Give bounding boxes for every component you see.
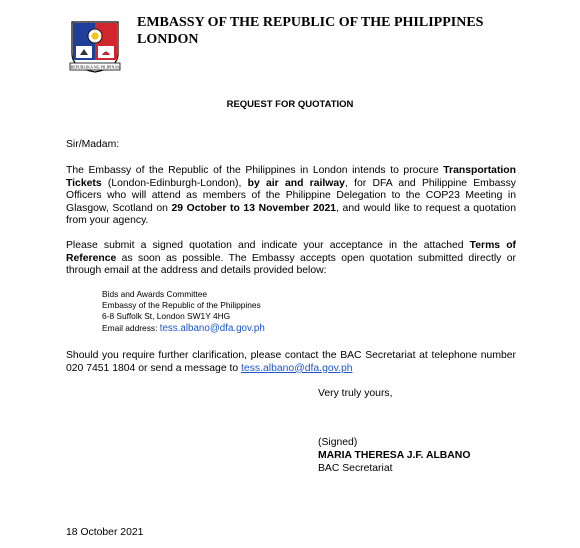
document-title: REQUEST FOR QUOTATION: [226, 99, 354, 110]
p2-bold-1: Terms of Reference: [66, 240, 516, 264]
p3-text: Should you require further clarification, please contact the BAC Secretariat at telephone number 020 7451 1804 or send a message to: [66, 350, 516, 374]
signatory-name: MARIA THERESA J.F. ALBANO: [318, 450, 471, 461]
email-link[interactable]: tess.albano@dfa.gov.ph: [159, 322, 265, 334]
letter-date: 18 October 2021: [66, 527, 144, 538]
p1-bold-1: Transportation Tickets: [66, 165, 516, 189]
signatory-role: BAC Secretariat: [318, 463, 393, 474]
seal-ribbon-text: REPUBLIKA NG PILIPINAS: [70, 64, 120, 70]
p1-text-4: , and would like to request a quotation from your agency.: [66, 202, 516, 227]
address-line2: Embassy of the Republic of the Philippines: [102, 300, 261, 311]
paragraph-1: [66, 165, 516, 228]
email-label: Email address:: [102, 322, 160, 333]
address-line1: Bids and Awards Committee: [102, 289, 208, 299]
p1-text-3: , for DFA and Philippine Embassy Officers who will attend as members of the Philippine Delegation to the COP23 Meeting in Glasgow, Scotland on: [66, 177, 516, 214]
closing: Very truly yours,: [318, 388, 393, 399]
signed-note: (Signed): [318, 437, 358, 448]
letterhead-line2: LONDON: [137, 32, 199, 47]
p1-bold-3: 29 October to 13 November 2021: [171, 202, 337, 214]
letterhead: [137, 14, 483, 48]
sun-icon: [91, 32, 98, 39]
letterhead-line1: EMBASSY OF THE REPUBLIC OF THE PHILIPPINES: [137, 15, 484, 30]
p1-bold-2: by air and railway: [247, 177, 345, 189]
address-email-row: [102, 323, 265, 334]
p2-text-1: Please submit a signed quotation and indicate your acceptance in the attached: [66, 240, 470, 251]
paragraph-2: [66, 240, 516, 278]
p2-text-2: as soon as possible. The Embassy accepts open quotation submitted directly or through email at the address and details provided below:: [66, 252, 516, 277]
p1-text-1: The Embassy of the Republic of the Philippines in London intends to procure: [66, 165, 444, 176]
contact-email-link[interactable]: tess.albano@dfa.gov.ph: [241, 362, 353, 374]
p1-text-2: (London-Edinburgh-London),: [101, 177, 248, 189]
salutation: Sir/Madam:: [66, 139, 120, 150]
paragraph-3: [66, 350, 516, 375]
address-line3: 6-8 Suffolk St, London SW1Y 4HG: [102, 311, 231, 322]
embassy-seal: [62, 14, 128, 80]
address-block: [102, 289, 265, 334]
